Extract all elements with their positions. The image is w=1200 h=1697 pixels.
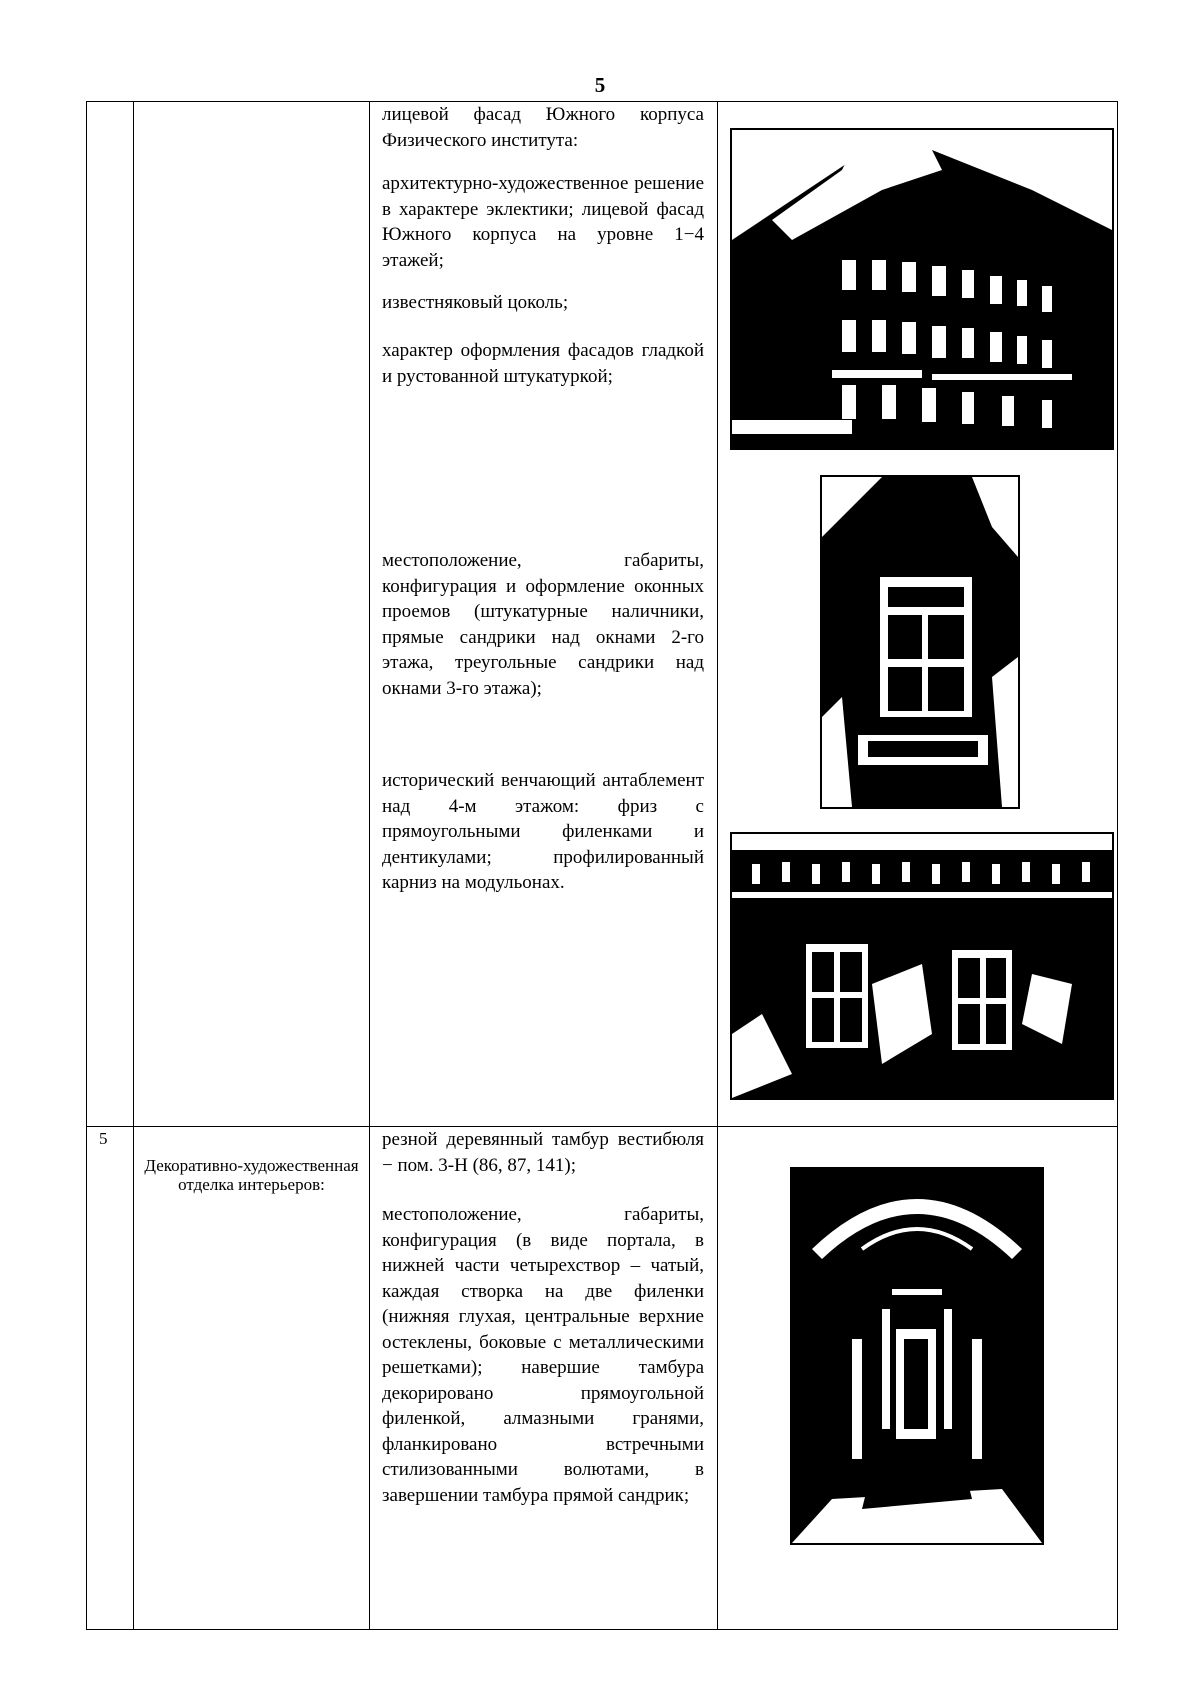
entablature-photo [730, 832, 1114, 1100]
description-paragraph: исторический венчающий антаблемент над 4-м этажом: фриз с прямоугольными филенками и дентикулами; профилированный карниз на модульонах. [382, 770, 704, 893]
page-number: 5 [594, 73, 606, 97]
description-cell [370, 1127, 718, 1630]
facade-photo [730, 128, 1114, 450]
description-cell [370, 102, 718, 1127]
description-paragraph: местоположение, габариты, конфигурация (в виде портала, в нижней части четырехствор – чатый, каждая створка на две филенки (нижняя глухая, центральные верхние остеклены, боковые с металлическими решетками); навершие тамбура декорировано прямоугольной филенкой, алмазными гранями, фланкировано встречными стилизованными волютами, в завершении тамбура прямой сандрик; [382, 1204, 704, 1506]
photo-cell [718, 1127, 1118, 1630]
photo-cell [718, 102, 1118, 1127]
description-paragraph: характер оформления фасадов гладкой и рустованной штукатуркой; [382, 340, 704, 387]
description-paragraph: местоположение, габариты, конфигурация и оформление оконных проемов (штукатурные наличники, прямые сандрики над окнами 2-го этажа, треугольные сандрики над окнами 3-го этажа); [382, 550, 704, 699]
subject-name-cell [134, 102, 370, 1127]
row-number-cell [87, 102, 134, 1127]
monument-subject-table [86, 101, 1118, 1630]
table-row [87, 1127, 1118, 1630]
subject-name-cell: Декоративно-художественная отделка интерьеров: [134, 1127, 370, 1630]
description-paragraph: известняковый цоколь; [382, 292, 569, 313]
table-row [87, 102, 1118, 1127]
description-paragraph: лицевой фасад Южного корпуса Физического института: [382, 104, 704, 151]
row-number-cell: 5 [87, 1127, 134, 1630]
vestibule-tambour-photo [790, 1167, 1044, 1545]
description-paragraph: архитектурно-художественное решение в характере эклектики; лицевой фасад Южного корпуса на уровне 1−4 этажей; [382, 173, 704, 271]
description-paragraph: резной деревянный тамбур вестибюля − пом. 3-Н (86, 87, 141); [382, 1129, 704, 1176]
window-photo [820, 475, 1020, 809]
